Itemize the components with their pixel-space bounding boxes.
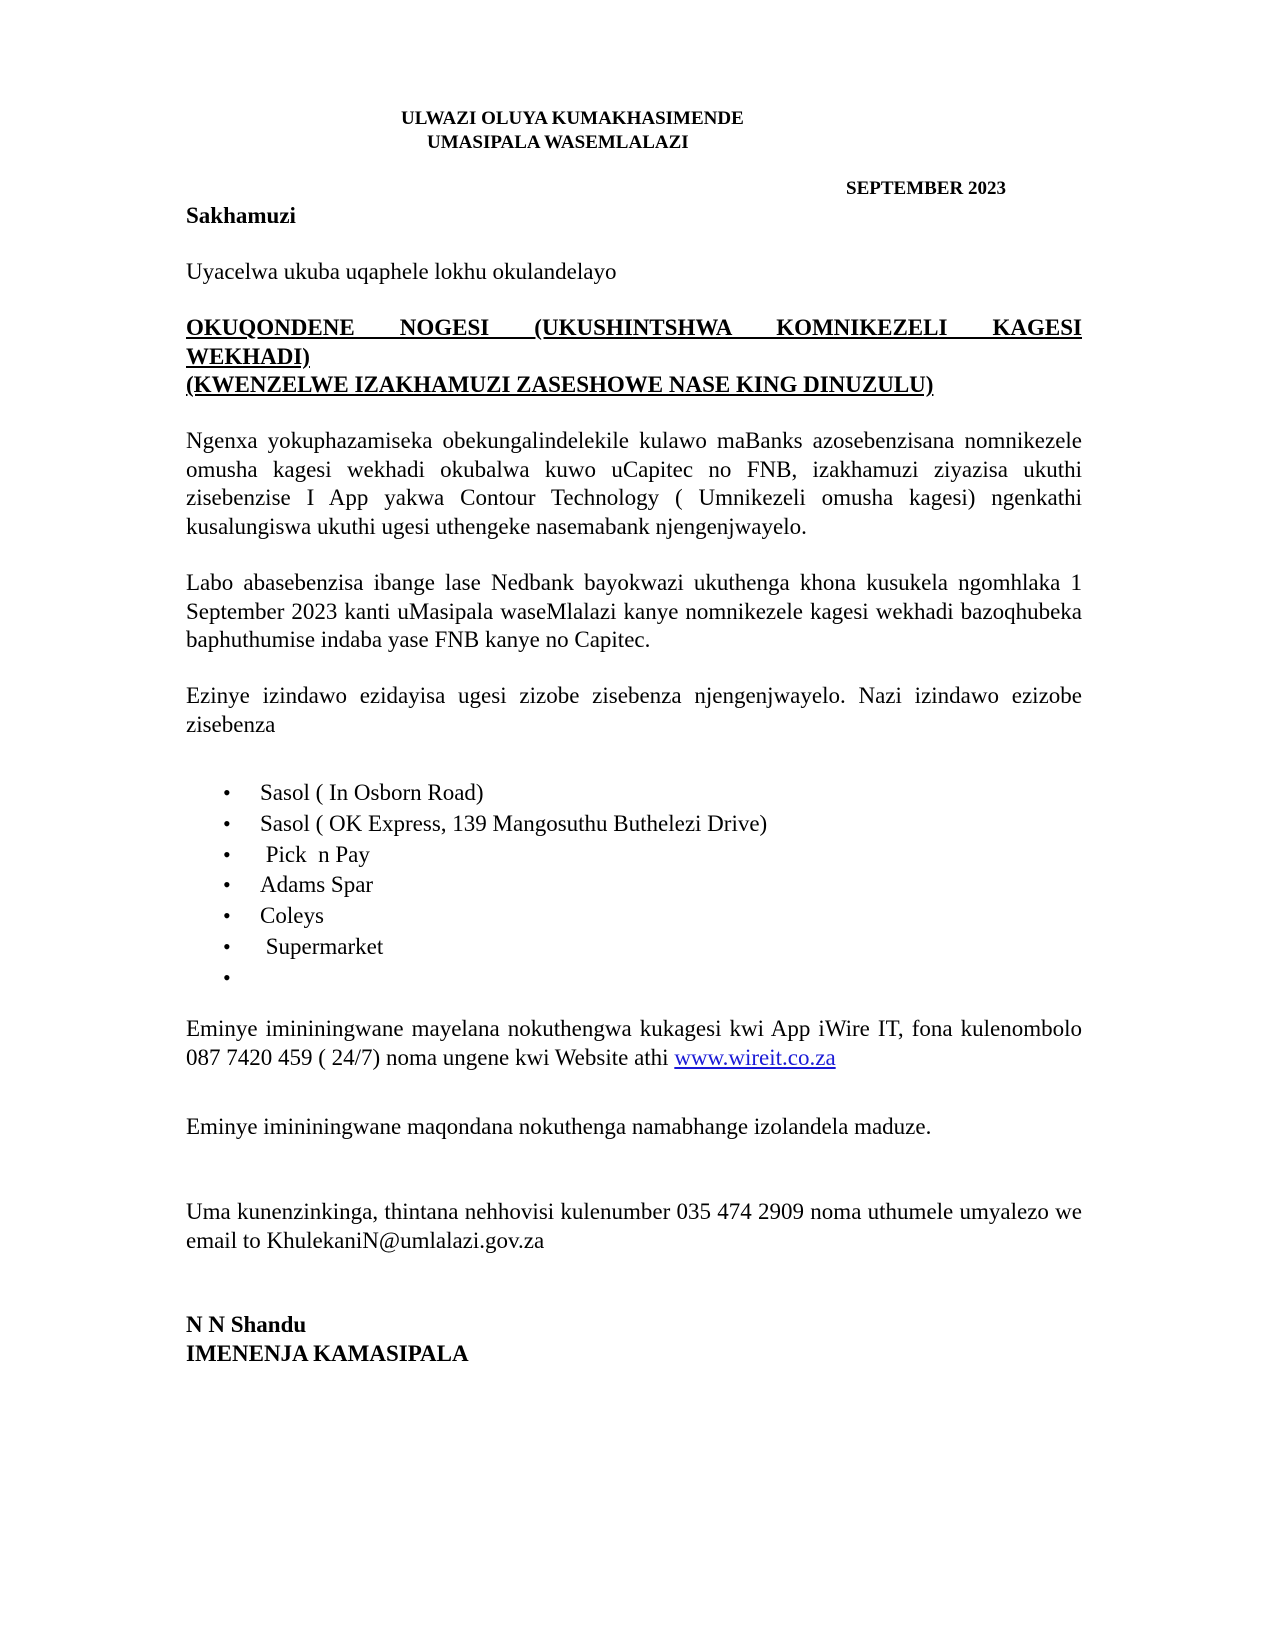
bullet-icon: •	[223, 780, 231, 805]
signatory-name: N N Shandu	[186, 1312, 307, 1337]
list-item	[186, 778, 1082, 809]
list-item	[186, 901, 1082, 932]
outlet-name: Supermarket	[260, 933, 384, 959]
paragraph-app-info	[186, 1015, 1082, 1072]
website-link[interactable]: www.wireit.co.za	[674, 1044, 836, 1070]
document-date: SEPTEMBER 2023	[846, 178, 1006, 199]
paragraph-nedbank: Labo abasebenzisa ibange lase Nedbank bayokwazi ukuthenga khona kusukela ngomhlaka 1 September 2023 kanti uMasipala waseMlalazi kanye nomnikezele kagesi wekhadi bazoqhubeka baphuthumise indaba yase FNB kanye no Capitec.	[186, 570, 1082, 652]
outlet-name: Pick n Pay	[260, 841, 370, 867]
outlet-name: Sasol ( In Osborn Road)	[260, 780, 484, 805]
intro-text: Uyacelwa ukuba uqaphele lokhu okulandelayo	[186, 259, 617, 284]
bullet-icon: •	[223, 903, 231, 929]
bullet-icon: •	[223, 872, 231, 898]
bullet-icon: •	[223, 964, 231, 990]
subject-line-1: OKUQONDENE NOGESI (UKUSHINTSHWA KOMNIKEZELI KAGESI	[186, 315, 1082, 340]
paragraph-outlets-intro: Ezinye izindawo ezidayisa ugesi zizobe zisebenza njengenjwayelo. Nazi izindawo ezizobe zisebenza	[186, 683, 1082, 737]
outlet-list	[186, 778, 1082, 994]
subject-line-3: (KWENZELWE IZAKHAMUZI ZASESHOWE NASE KING DINUZULU)	[186, 372, 934, 397]
bullet-icon: •	[223, 933, 231, 959]
paragraph-more-info: Eminye imininingwane maqondana nokuthenga namabhange izolandela maduze.	[186, 1114, 932, 1139]
header-title: ULWAZI OLUYA KUMAKHASIMENDE	[401, 108, 744, 129]
subject-line-2: WEKHADI)	[186, 343, 310, 369]
outlet-name: Coleys	[260, 903, 324, 929]
outlet-name: Sasol ( OK Express, 139 Mangosuthu Buthelezi Drive)	[260, 810, 768, 836]
app-info-text: Eminye imininingwane mayelana nokuthengwa kukagesi kwi App iWire IT, fona kulenombolo 087 7420 459 ( 24/7) noma ungene kwi Website athi	[186, 1016, 1082, 1070]
bullet-icon: •	[223, 810, 231, 836]
header-subtitle: UMASIPALA WASEMLALAZI	[427, 132, 689, 153]
paragraph-contact: Uma kunenzinkinga, thintana nehhovisi kulenumber 035 474 2909 noma uthumele umyalezo we email to KhulekaniN@umlalazi.gov.za	[186, 1199, 1082, 1253]
list-item	[186, 932, 1082, 963]
list-item	[186, 870, 1082, 901]
bullet-icon: •	[223, 841, 231, 867]
paragraph-banks: Ngenxa yokuphazamiseka obekungalindelekile kulawo maBanks azosebenzisana nomnikezele omusha kagesi wekhadi okubalwa kuwo uCapitec no FNB, izakhamuzi ziyazisa ukuthi zisebenzise I App yakwa Contour Technology ( Umnikezeli omusha kagesi) ngenkathi kusalungiswa ukuthi ugesi uthengeke nasemabank njengenjwayelo.	[186, 428, 1082, 539]
list-item	[186, 963, 1082, 994]
outlet-name: Adams Spar	[260, 872, 374, 898]
salutation: Sakhamuzi	[186, 203, 296, 228]
list-item	[186, 840, 1082, 871]
subject-heading	[186, 314, 1082, 400]
signatory-title: IMENENJA KAMASIPALA	[186, 1341, 469, 1366]
list-item	[186, 809, 1082, 840]
